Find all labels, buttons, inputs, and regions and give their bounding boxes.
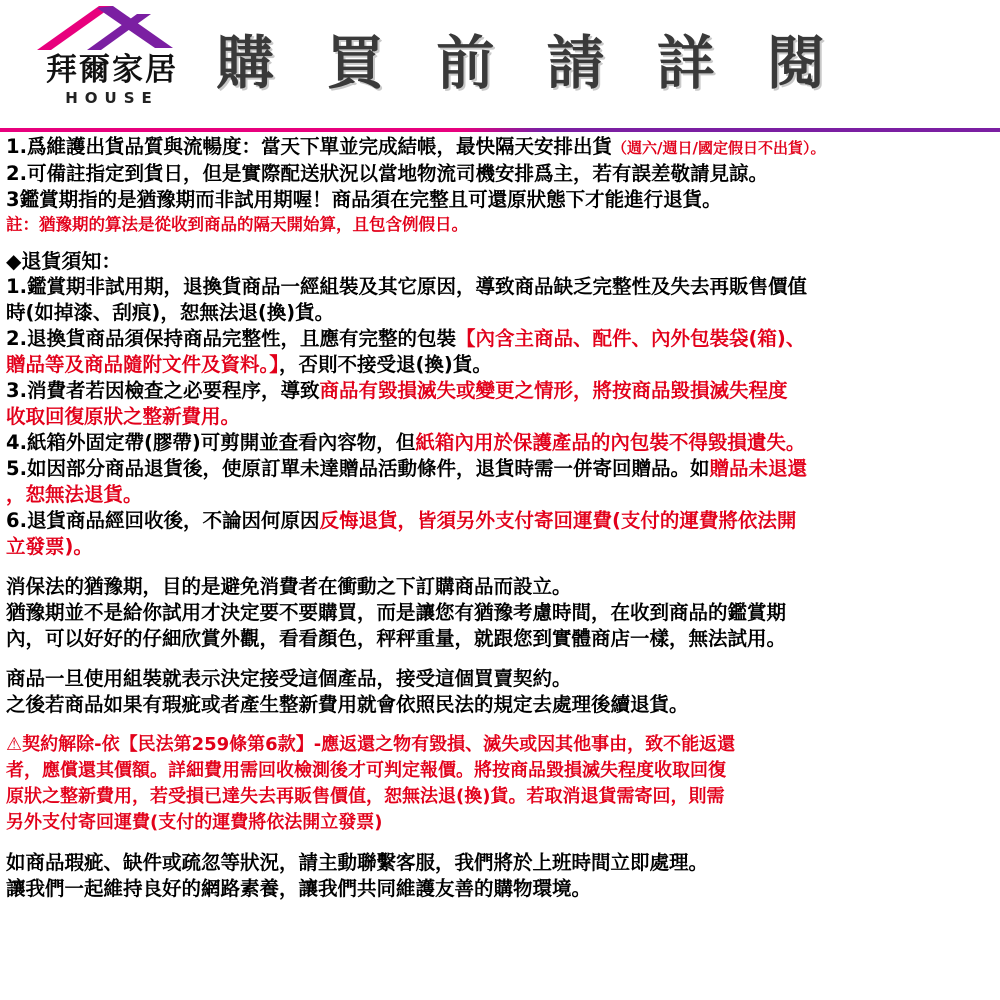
list-item-cont <box>6 300 994 326</box>
item-text: 如因部分商品退貨後，使原訂單未達贈品活動條件，退貨時需一併寄回贈品。如 <box>26 457 710 480</box>
item-text: 紙箱外固定帶(膠帶)可剪開並查看內容物，但 <box>26 431 416 454</box>
item-number: 1. <box>6 275 27 298</box>
item-text: 消費者若因檢查之必要程序，導致 <box>26 379 320 402</box>
chevron-roof-logo-icon <box>14 4 210 52</box>
list-item <box>6 134 994 161</box>
list-item <box>6 508 994 534</box>
brand-block <box>0 0 210 107</box>
item-number: 3 <box>6 188 20 211</box>
paragraph-line: 者，應償還其價額。詳細費用需回收檢測後才可判定報價。將按商品毀損滅失程度收取回復 <box>6 760 726 781</box>
paragraph-line: 如商品瑕疵、缺件或疏忽等狀況，請主動聯繫客服，我們將於上班時間立即處理。 <box>6 851 709 874</box>
cooling-off-explanation <box>6 574 994 652</box>
item-note: （週六/週日/國定假日不出貨）。 <box>612 139 826 157</box>
list-item-cont <box>6 482 994 508</box>
item-text: 爲維護出貨品質與流暢度：當天下單並完成結帳，最快隔天安排出貨 <box>26 135 612 158</box>
item-text-emphasis: 立發票)。 <box>6 535 93 558</box>
paragraph-line: 消保法的猶豫期，目的是避免消費者在衝動之下訂購商品而設立。 <box>6 575 572 598</box>
item-text-emphasis: 贈品等及商品隨附文件及資料。】 <box>6 353 280 376</box>
brand-subtitle: HOUSE <box>65 88 159 107</box>
list-item-cont <box>6 534 994 560</box>
item-text-emphasis: 商品有毀損滅失或變更之情形，將按商品毀損滅失程度 <box>319 379 788 402</box>
list-item <box>6 161 994 187</box>
item-number: 1. <box>6 135 27 158</box>
paragraph-line: 內，可以好好的仔細欣賞外觀，看看顏色，秤秤重量，就跟您到實體商店一樣，無法試用。 <box>6 627 787 650</box>
item-number: 2. <box>6 162 27 185</box>
paragraph-line: ⚠契約解除-依【民法第259條第6款】-應返還之物有毀損、滅失或因其他事由，致不能返還 <box>6 734 736 755</box>
paragraph-line: 商品一旦使用組裝就表示決定接受這個產品，接受這個買賣契約。 <box>6 667 572 690</box>
shipping-notes <box>6 134 994 237</box>
list-item <box>6 456 994 482</box>
paragraph-line: 之後若商品如果有瑕疵或者產生整新費用就會依照民法的規定去處理後續退貨。 <box>6 693 689 716</box>
item-text-emphasis: 紙箱內用於保護產品的內包裝不得毀損遺失。 <box>415 431 806 454</box>
item-text-emphasis: 反悔退貨，皆須另外支付寄回運費(支付的運費將依法開 <box>319 509 797 532</box>
list-item <box>6 326 994 352</box>
return-policy-title: ◆退貨須知： <box>6 249 122 273</box>
item-text-emphasis: 收取回復原狀之整新費用。 <box>6 405 241 428</box>
list-item-cont <box>6 404 994 430</box>
page-title: 購 買 前 請 詳 閱 <box>216 29 841 97</box>
brand-name: 拜爾家居 <box>46 52 178 88</box>
headline-block <box>210 0 1000 97</box>
list-item <box>6 187 994 213</box>
page-content <box>0 134 1000 902</box>
divider-rule <box>0 128 1000 132</box>
page-header <box>0 0 1000 122</box>
list-item <box>6 274 994 300</box>
item-text-emphasis: ，恕無法退貨。 <box>6 483 143 506</box>
item-text: 可備註指定到貨日，但是實際配送狀況以當地物流司機安排爲主，若有誤差敬請見諒。 <box>26 162 768 185</box>
list-item <box>6 378 994 404</box>
list-item-cont <box>6 352 994 378</box>
contract-acceptance <box>6 666 994 718</box>
paragraph-line: 猶豫期並不是給你試用才決定要不要購買，而是讓您有猶豫考慮時間，在收到商品的鑑賞期 <box>6 601 787 624</box>
item-number: 6. <box>6 509 27 532</box>
item-text-emphasis: 【內含主商品、配件、內外包裝袋(箱)、 <box>456 327 806 350</box>
closing-message <box>6 850 994 902</box>
item-text: 退貨商品經回收後，不論因何原因 <box>26 509 320 532</box>
contract-termination <box>6 732 994 836</box>
item-text: 時(如掉漆、刮痕)，恕無法退(換)貨。 <box>6 301 335 324</box>
paragraph-line: 另外支付寄回運費(支付的運費將依法開立發票) <box>6 812 383 833</box>
return-policy-section <box>6 245 994 560</box>
item-text-emphasis: 贈品未退還 <box>709 457 808 480</box>
item-number: 5. <box>6 457 27 480</box>
item-text: 鑑賞期指的是猶豫期而非試用期喔！商品須在完整且可還原狀態下才能進行退貨。 <box>19 188 722 211</box>
list-item <box>6 430 994 456</box>
paragraph-line: 原狀之整新費用，若受損已達失去再販售價值，恕無法退(換)貨。若取消退貨需寄回，則需 <box>6 786 725 807</box>
item-number: 4. <box>6 431 27 454</box>
item-number: 2. <box>6 327 27 350</box>
item-number: 3. <box>6 379 27 402</box>
item-text: ，否則不接受退(換)貨。 <box>279 353 492 376</box>
item-text: 退換貨商品須保持商品完整性，且應有完整的包裝 <box>26 327 456 350</box>
paragraph-line: 讓我們一起維持良好的網路素養，讓我們共同維護友善的購物環境。 <box>6 877 592 900</box>
item-text: 鑑賞期非試用期，退換貨商品一經組裝及其它原因，導致商品缺乏完整性及失去再販售價值 <box>26 275 807 298</box>
shipping-footnote: 註：猶豫期的算法是從收到商品的隔天開始算，且包含例假日。 <box>6 215 468 234</box>
